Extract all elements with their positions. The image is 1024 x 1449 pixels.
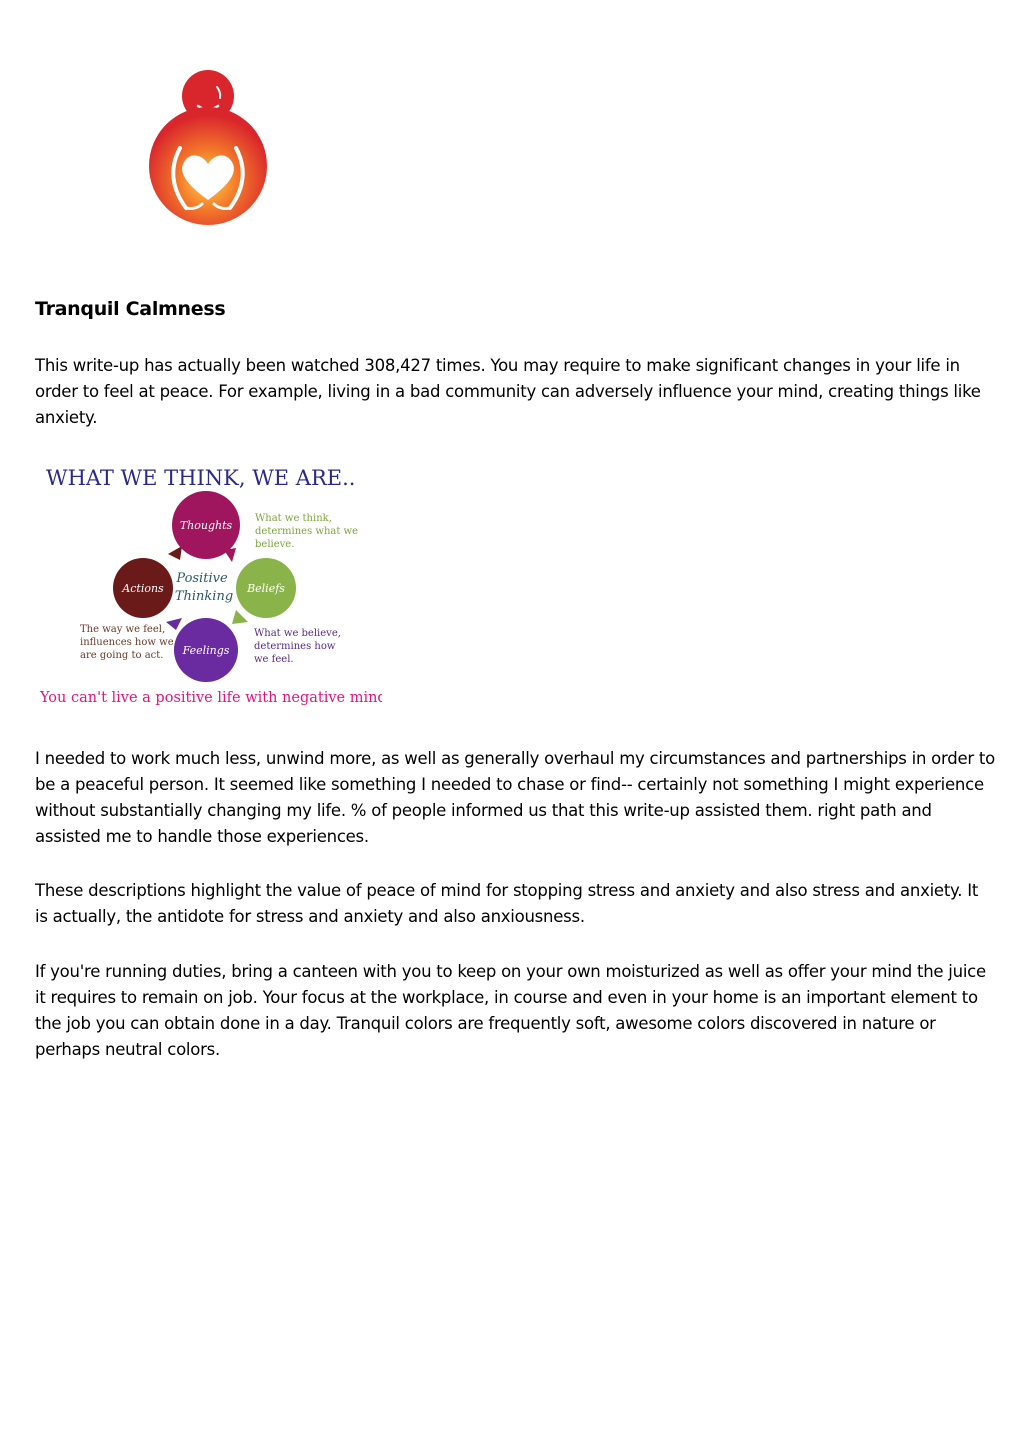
logo [146, 68, 270, 228]
note-feelings-line: are going to act. [80, 650, 164, 661]
positive-thinking-diagram [36, 462, 382, 710]
note-thoughts-line: determines what we [255, 526, 359, 537]
note-feelings [80, 624, 177, 661]
arrow-icon [166, 618, 182, 630]
note-thoughts-line: believe. [255, 539, 295, 550]
note-beliefs-line: we feel. [254, 654, 294, 665]
note-feelings-line: The way we feel, [80, 624, 166, 635]
diagram-footer: You can't live a positive life with negative mind. [40, 690, 382, 706]
note-thoughts-line: What we think, [255, 513, 332, 524]
note-beliefs-line: What we believe, [254, 628, 341, 639]
actions-label: Actions [122, 582, 164, 595]
person-hugging-heart-icon [146, 68, 270, 228]
note-beliefs [254, 628, 344, 665]
note-thoughts [255, 513, 361, 550]
paragraph-body-3: If you're running duties, bring a canteen with you to keep on your own moisturized as well as offer your mind the juice it requires to remain on job. Your focus at the workplace, in course and even in your home is an important element to the job you can obtain done in a day. Tranquil colors are frequently soft, awesome colors discovered in nature or perhaps neutral colors. [35, 962, 986, 1059]
paragraph-body-2: These descriptions highlight the value of peace of mind for stopping stress and anxiety and also stress and anxiety. It is actually, the antidote for stress and anxiety and also anxiousness. [35, 881, 979, 926]
page-title: Tranquil Calmness [35, 298, 226, 320]
paragraph-body-1: I needed to work much less, unwind more, as well as generally overhaul my circumstances and partnerships in order to be a peaceful person. It seemed like something I needed to chase or find-- certainly not something I might experience without substantially changing my life. % of people informed us that this write-up assisted them. right path and assisted me to handle those experiences. [35, 749, 995, 846]
arrow-icon [168, 546, 182, 560]
note-feelings-line: influences how we [80, 637, 174, 648]
beliefs-label: Beliefs [247, 582, 285, 595]
center-label-line1: Positive [176, 571, 228, 586]
thoughts-label: Thoughts [179, 519, 233, 532]
note-beliefs-line: determines how [254, 641, 336, 652]
feelings-label: Feelings [182, 644, 230, 657]
arrow-icon [232, 610, 248, 624]
paragraph-intro: This write-up has actually been watched 308,427 times. You may require to make significant changes in your life in order to feel at peace. For example, living in a bad community can adversely influence your mind, creating things like anxiety. [35, 356, 981, 427]
diagram-heading: WHAT WE THINK, WE ARE.. [46, 466, 356, 490]
center-label-line2: Thinking [174, 589, 234, 604]
